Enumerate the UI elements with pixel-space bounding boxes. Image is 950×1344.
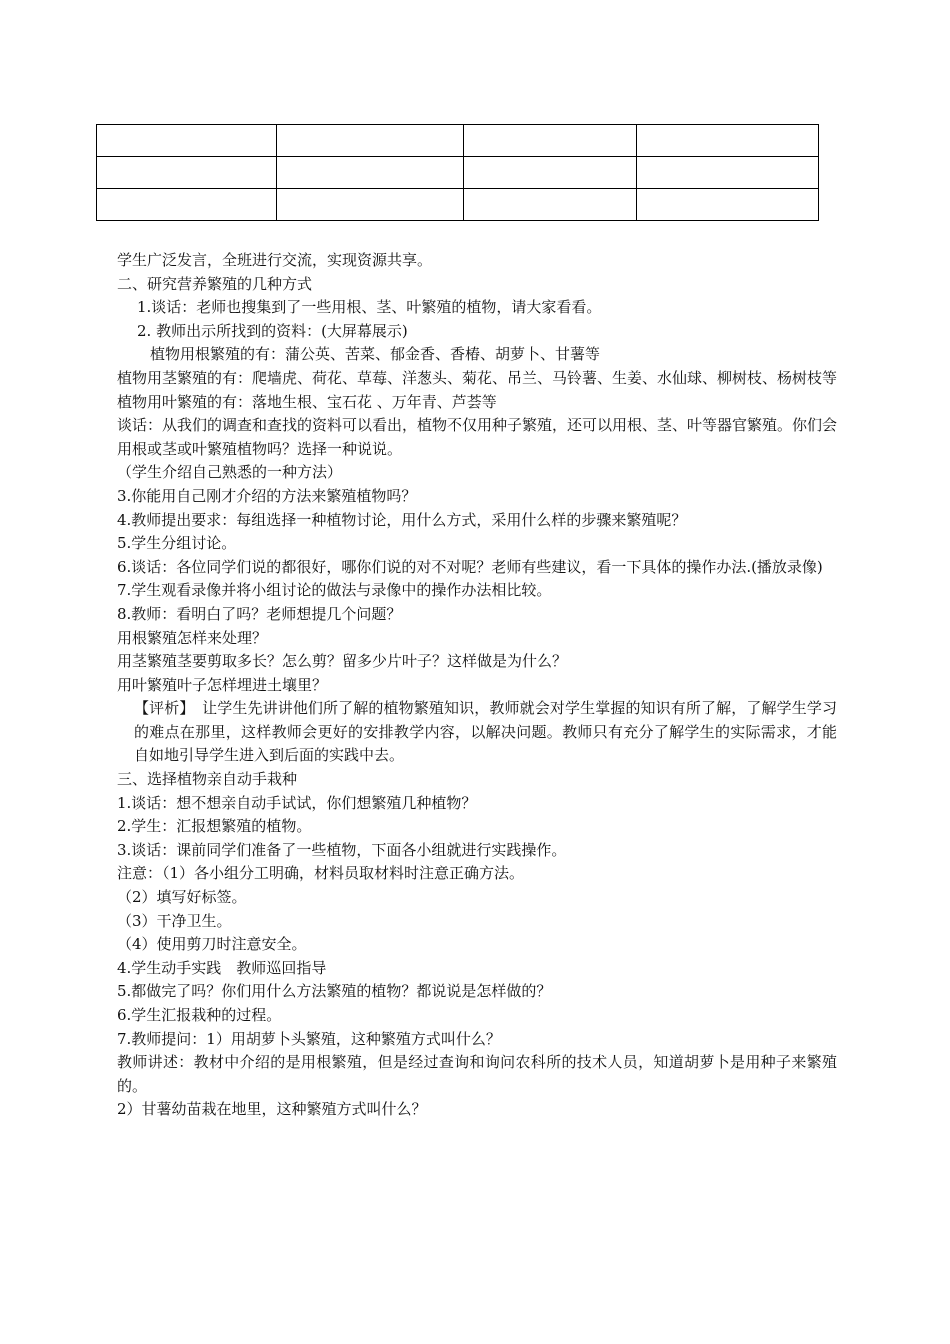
table-cell — [464, 189, 637, 221]
paragraph: 4.学生动手实践 教师巡回指导 — [117, 958, 327, 977]
paragraph: （学生介绍自己熟悉的一种方法） — [117, 463, 343, 482]
table-cell — [277, 125, 464, 157]
paragraph: （2）填写好标签。 — [117, 888, 247, 907]
data-table — [96, 124, 819, 221]
paragraph: 1.谈话：想不想亲自动手试试，你们想繁殖几种植物？ — [117, 793, 477, 812]
paragraph: 2）甘薯幼苗栽在地里，这种繁殖方式叫什么？ — [117, 1100, 427, 1119]
paragraph: 6.谈话：各位同学们说的都很好，哪你们说的对不对呢？老师有些建议，看一下具体的操作办法.(播放录像) — [117, 557, 823, 576]
paragraph: 6.学生汇报栽种的过程。 — [117, 1006, 282, 1024]
paragraph: （3）干净卫生。 — [117, 911, 232, 930]
table-cell — [97, 157, 277, 189]
paragraph: 7.学生观看录像并将小组讨论的做法与录像中的操作办法相比较。 — [117, 581, 552, 600]
table-cell — [97, 125, 277, 157]
paragraph: 3.谈话：课前同学们准备了一些植物，下面各小组就进行实践操作。 — [117, 840, 567, 859]
body-text — [117, 249, 837, 1122]
table-cell — [464, 125, 637, 157]
table-cell — [637, 189, 819, 221]
paragraph: 3.你能用自己刚才介绍的方法来繁殖植物吗？ — [117, 486, 417, 505]
paragraph: 植物用茎繁殖的有：爬墙虎、荷花、草莓、洋葱头、菊花、吊兰、马铃薯、生姜、水仙球、柳树枝、杨树枝等 — [117, 368, 838, 387]
paragraph: 2.学生：汇报想繁殖的植物。 — [117, 817, 312, 836]
paragraph: 8.教师：看明白了吗？老师想提几个问题？ — [117, 604, 402, 623]
paragraph: 用茎繁殖茎要剪取多长？怎么剪？留多少片叶子？这样做是为什么？ — [117, 652, 568, 671]
paragraph: 教师讲述：教材中介绍的是用根繁殖，但是经过查询和询问农科所的技术人员，知道胡萝卜是用种子来繁殖的。 — [117, 1053, 837, 1095]
paragraph: 谈话：从我们的调查和查找的资料可以看出，植物不仅用种子繁殖，还可以用根、茎、叶等器官繁殖。你们会用根或茎或叶繁殖植物吗？选择一种说说。 — [117, 416, 838, 458]
analysis-paragraph: 【评析】 让学生先讲讲他们所了解的植物繁殖知识，教师就会对学生掌握的知识有所了解，了解学生学习的难点在那里，这样教师会更好的安排教学内容，以解决问题。教师只有充分了解学生的实际需求，才能自如地引导学生进入到后面的实践中去。 — [134, 699, 837, 765]
paragraph: 注意：（1）各小组分工明确，材料员取材料时注意正确方法。 — [117, 864, 525, 883]
section-heading: 三、选择植物亲自动手栽种 — [117, 770, 298, 789]
table-cell — [637, 157, 819, 189]
paragraph: 用叶繁殖叶子怎样埋进土壤里？ — [117, 675, 328, 694]
paragraph: 学生广泛发言，全班进行交流，实现资源共享。 — [117, 251, 433, 269]
table-cell — [97, 189, 277, 221]
table-cell — [277, 189, 464, 221]
paragraph: 1.谈话：老师也搜集到了一些用根、茎、叶繁殖的植物，请大家看看。 — [137, 298, 602, 317]
paragraph: 2. 教师出示所找到的资料：(大屏幕展示) — [137, 321, 408, 340]
paragraph: （4）使用剪刀时注意安全。 — [117, 935, 307, 954]
table-cell — [637, 125, 819, 157]
paragraph: 7.教师提问：1）用胡萝卜头繁殖，这种繁殖方式叫什么？ — [117, 1029, 501, 1048]
paragraph: 植物用根繁殖的有：蒲公英、苦菜、郁金香、香椿、胡萝卜、甘薯等 — [150, 345, 601, 364]
paragraph: 4.教师提出要求：每组选择一种植物讨论，用什么方式，采用什么样的步骤来繁殖呢？ — [117, 510, 687, 529]
paragraph: 植物用叶繁殖的有：落地生根、宝石花 、万年青、芦荟等 — [117, 392, 497, 411]
section-heading: 二、研究营养繁殖的几种方式 — [117, 274, 313, 293]
table-cell — [277, 157, 464, 189]
table-cell — [464, 157, 637, 189]
paragraph: 5.都做完了吗？你们用什么方法繁殖的植物？都说说是怎样做的？ — [117, 982, 552, 1001]
paragraph: 用根繁殖怎样来处理？ — [117, 628, 268, 647]
table-row — [97, 125, 819, 157]
table-row — [97, 189, 819, 221]
paragraph: 5.学生分组讨论。 — [117, 534, 237, 553]
table-row — [97, 157, 819, 189]
